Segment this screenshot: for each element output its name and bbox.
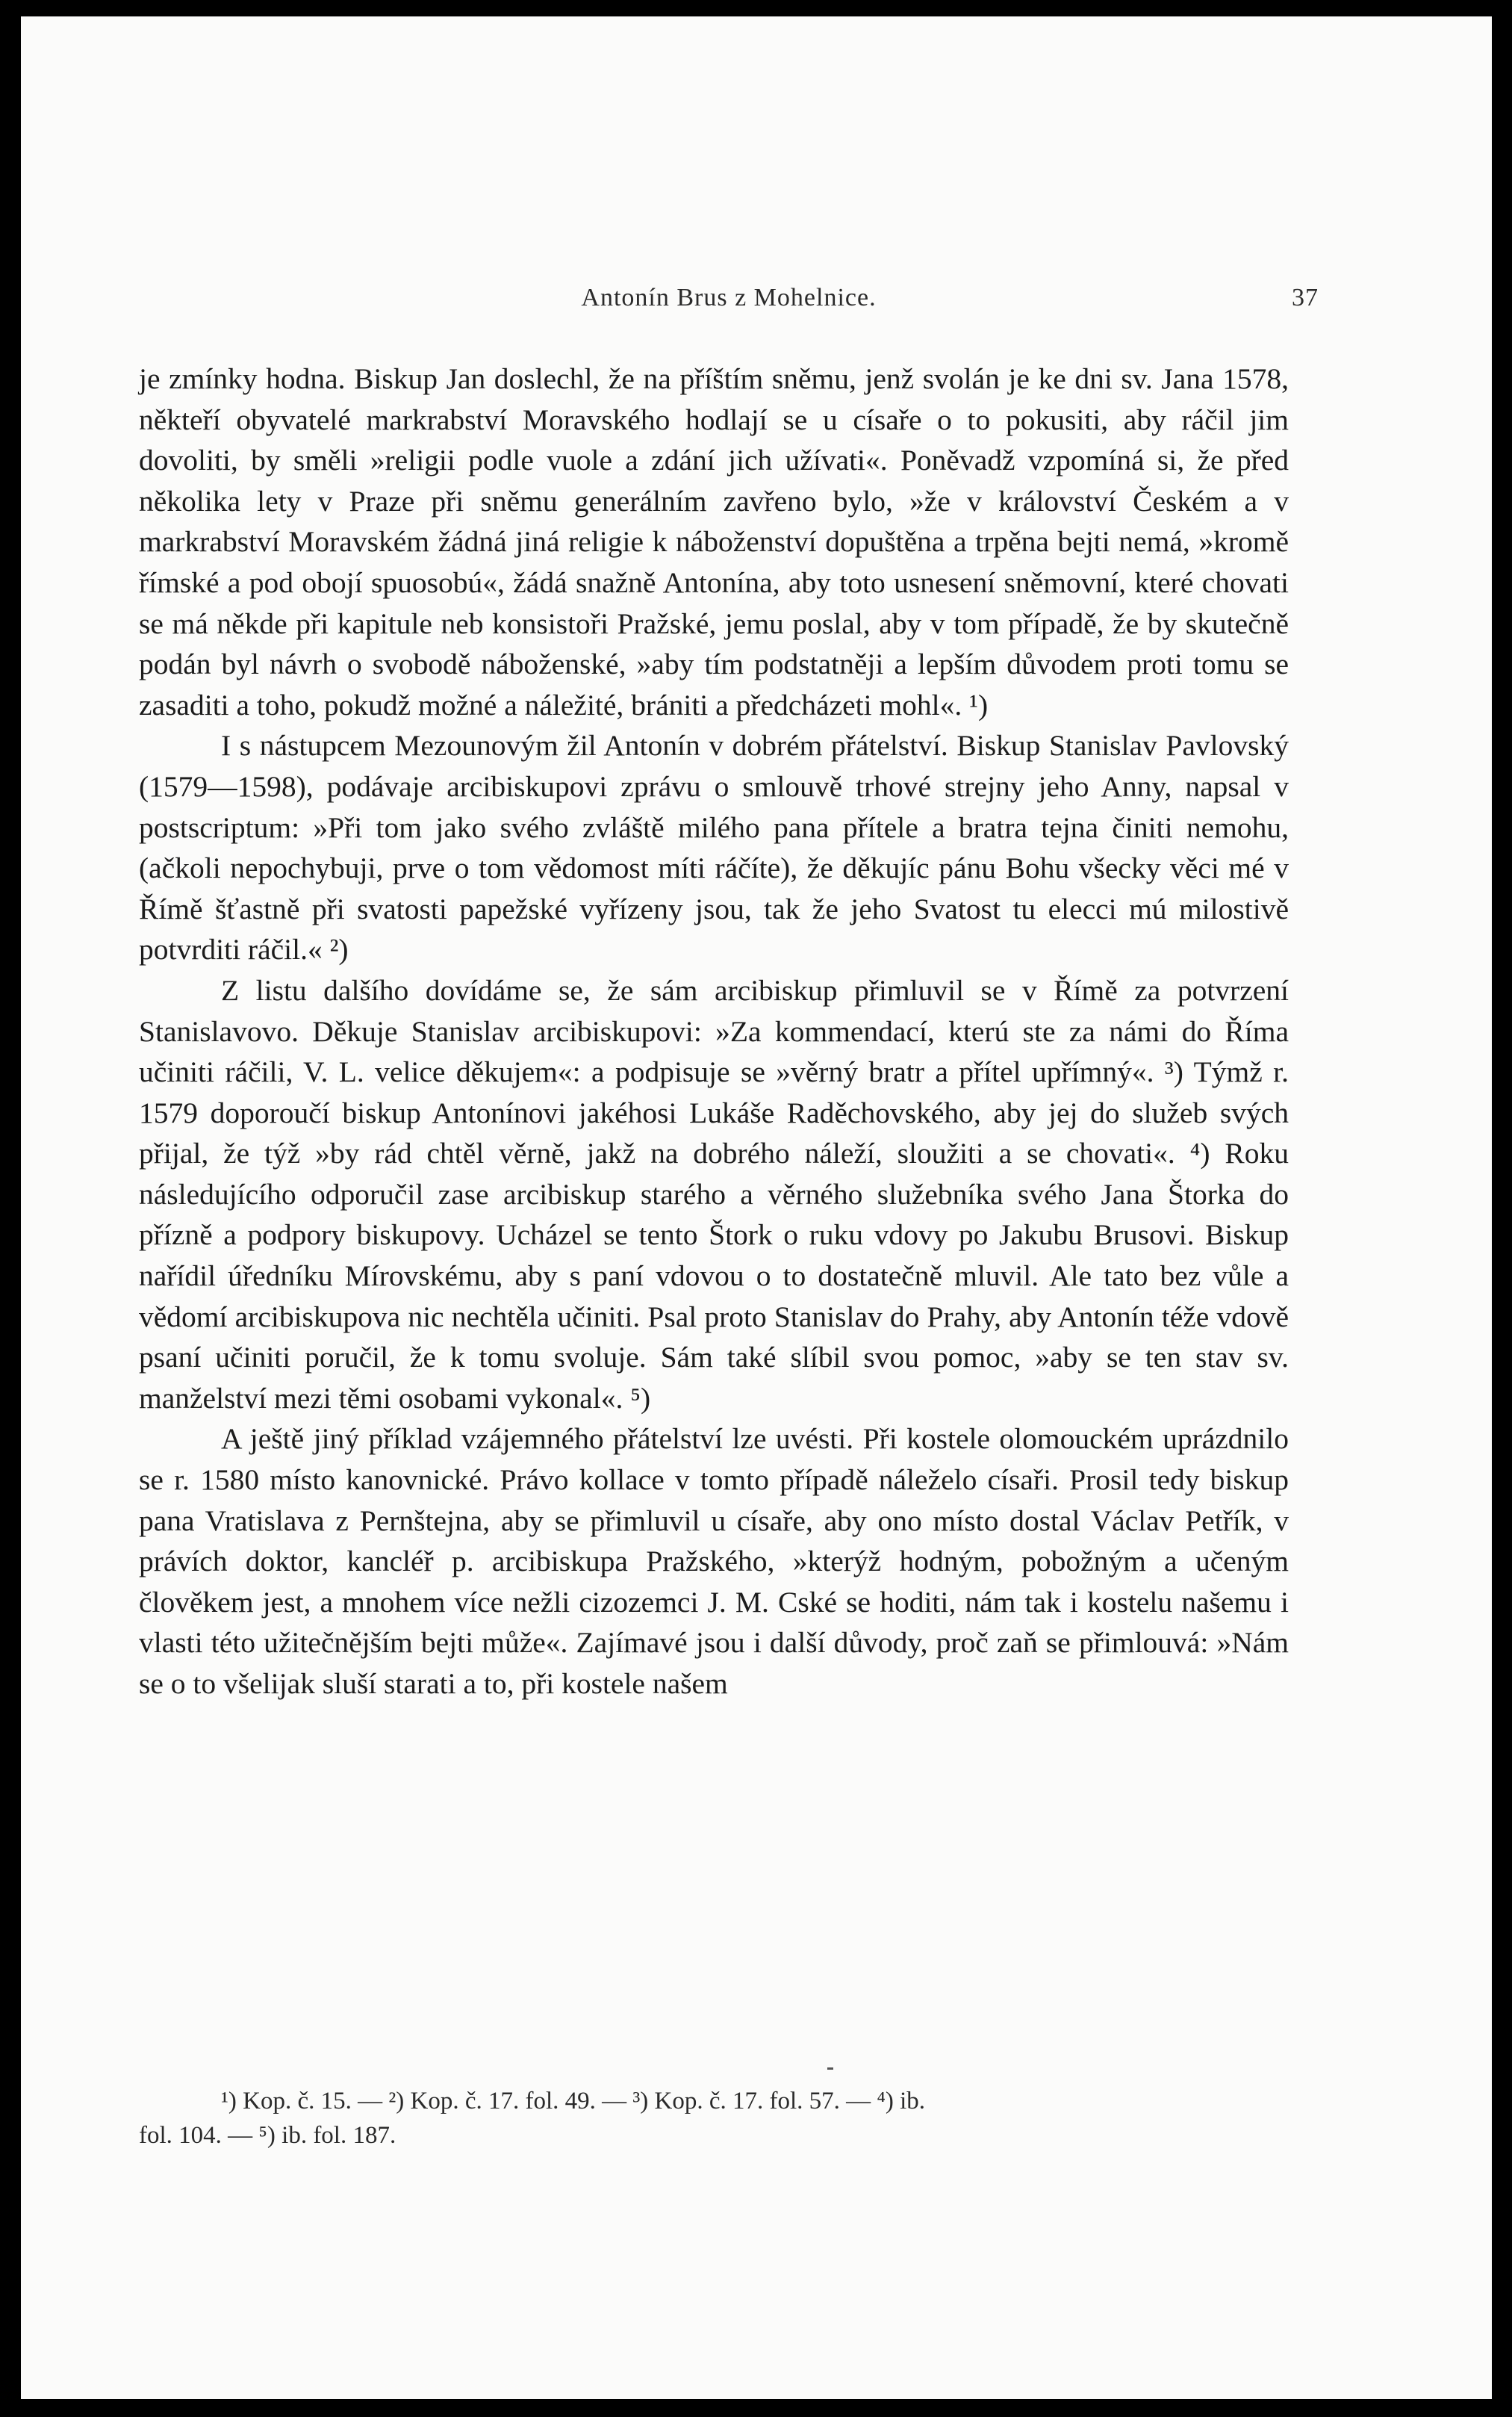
paragraph: I s nástupcem Mezounovým žil Antonín v dobrém přátelství. Biskup Stanislav Pavlovský (1579—1598), podávaje arcibiskupovi zprávu o smlouvě trhové strejny jeho Anny, napsal v postscriptum: »Při tom jako svého zvláště milého pana přítele a bratra tejna činiti nemohu, (ačkoli nepochybuji, prve o tom vědomost míti ráčíte), že děkujíc pánu Bohu všecky věci mé v Římě šťastně při svatosti papežské vyřízeny jsou, tak že jeho Svatost tu elecci mú milostivě potvrditi ráčil.« ²) bbox=[139, 729, 1289, 967]
running-head bbox=[139, 284, 1319, 312]
body-text bbox=[139, 359, 1289, 1704]
footnote-line: fol. 104. — ⁵) ib. fol. 187. bbox=[139, 2122, 396, 2149]
running-head-title: Antonín Brus z Mohelnice. bbox=[581, 284, 877, 311]
paragraph: Z listu dalšího dovídáme se, že sám arcibiskup přimluvil se v Římě za potvrzení Stanislavovo. Děkuje Stanislav arcibiskupovi: »Za kommendací, kterú ste za námi do Říma učiniti ráčili, V. L. velice děkujem«: a podpisuje se »věrný bratr a přítel upřímný«. ³) Týmž r. 1579 doporoučí biskup Antonínovi jakéhosi Lukáše Raděchovského, aby jej do služeb svých přijal, že týž »by rád chtěl věrně, jakž na dobrého náleží, sloužiti a se chovati«. ⁴) Roku následujícího odporučil zase arcibiskup starého a věrného služebníka svého Jana Štorka do přízně a podpory biskupovy. Ucházel se tento Štork o ruku vdovy po Jakubu Brusovi. Biskup nařídil úředníku Mírovskému, aby s paní vdovou o to dostatečně mluvil. Ale tato bez vůle a vědomí arcibiskupova nic nechtěla učiniti. Psal proto Stanislav do Prahy, aby Antonín téže vdově psaní učiniti poručil, že k tomu svoluje. Sám také slíbil svou pomoc, »aby se ten stav sv. manželství mezi těmi osobami vykonal«. ⁵) bbox=[139, 973, 1289, 1415]
paragraph: je zmínky hodna. Biskup Jan doslechl, že na příštím sněmu, jenž svolán je ke dni sv. Jana 1578, někteří obyvatelé markrabství Moravského hodlají se u císaře o to pokusiti, aby ráčil jim dovoliti, by směli »religii podle vuole a zdání jich užívati«. Poněvadž vzpomíná si, že před několika lety v Praze při sněmu generálním zavřeno bylo, »že v království Českém a v markrabství Moravském žádná jiná religie k náboženství dopuštěna a trpěna bejti nemá, »kromě římské a pod obojí spuosobú«, žádá snažně Antonína, aby toto usnesení sněmovní, které chovati se má někde při kapitule neb konsistoři Pražské, jemu poslal, aby v tom případě, že by skutečně podán byl návrh o svobodě náboženské, »aby tím podstatněji a lepším důvodem proti tomu se zasaditi a toho, pokudž možné a náležité, brániti a předcházeti mohl«. ¹) bbox=[139, 362, 1289, 722]
footnote-separator bbox=[827, 2067, 833, 2070]
footnotes bbox=[139, 2084, 1289, 2153]
footnote-line: ¹) Kop. č. 15. — ²) Kop. č. 17. fol. 49. — ³) Kop. č. 17. fol. 57. — ⁴) ib. bbox=[221, 2088, 926, 2115]
page-number: 37 bbox=[1292, 284, 1319, 311]
paragraph: A ještě jiný příklad vzájemného přátelství lze uvésti. Při kostele olomouckém uprázdnilo se r. 1580 místo kanovnické. Právo kollace v tomto případě náleželo císaři. Prosil tedy biskup pana Vratislava z Pernštejna, aby se přimluvil u císaře, aby ono místo dostal Václav Petřík, v právích doktor, kancléř p. arcibiskupa Pražského, »kterýž hodným, pobožným a učeným člověkem jest, a mnohem více nežli cizozemci J. M. Cské se hoditi, nám tak i kostelu našemu i vlasti této užitečnějším bejti může«. Zajímavé jsou i další důvody, proč zaň se přimlouvá: »Nám se o to všelijak sluší starati a to, při kostele našem bbox=[139, 1422, 1289, 1700]
